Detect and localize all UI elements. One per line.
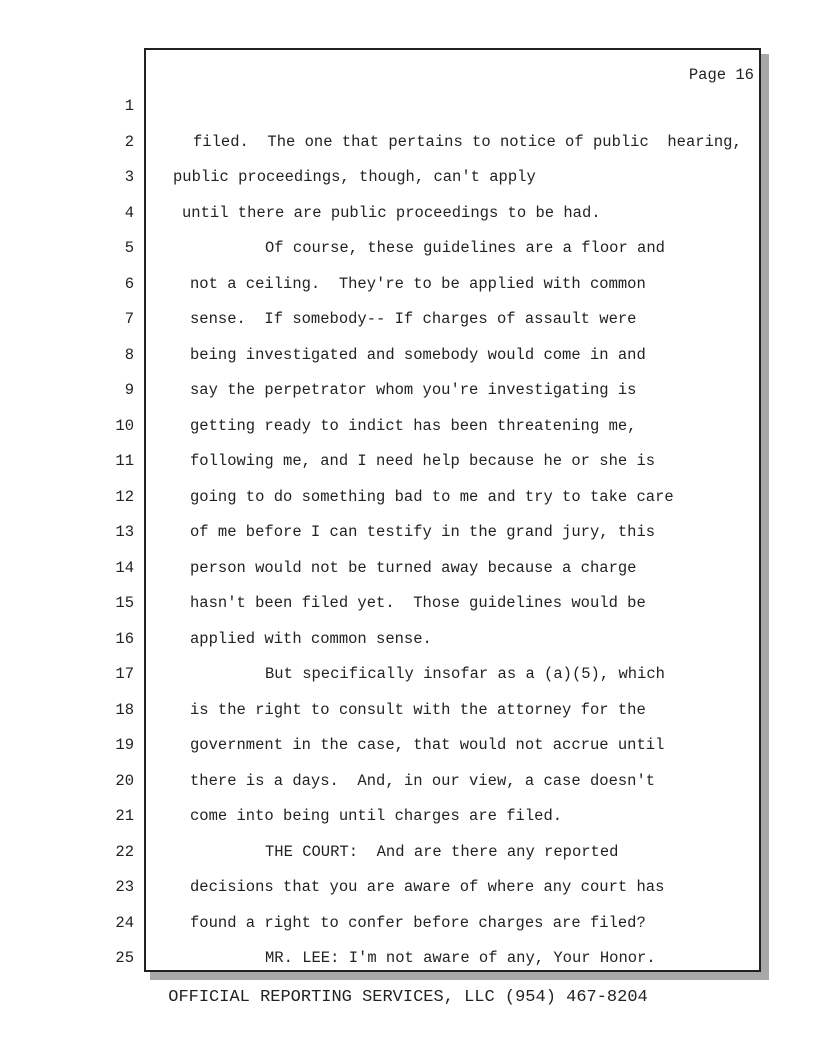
line-number: 3 [124,168,134,186]
transcript-line: not a ceiling. They're to be applied with common [190,274,646,293]
transcript-line: government in the case, that would not accrue until [190,736,665,754]
transcript-line: filed. The one that pertains to notice of public hearing, [193,132,742,151]
transcript-line: is the right to consult with the attorney for the [190,700,646,719]
line-number: 6 [124,274,134,293]
transcript-line: person would not be turned away because a charge [190,558,637,577]
transcript-line: following me, and I need help because he or she is [190,452,656,470]
transcript-line: found a right to confer before charges are filed? [190,913,646,932]
line-number: 17 [115,665,134,683]
line-number: 22 [115,842,134,861]
line-number: 7 [124,310,134,328]
line-number: 14 [115,558,134,577]
transcript-line: MR. LEE: I'm not aware of any, Your Honor. [265,949,656,967]
line-number: 2 [124,132,134,151]
transcript-line: hasn't been filed yet. Those guidelines would be [190,594,646,612]
transcript-line: say the perpetrator whom you're investigating is [190,381,637,399]
transcript-line: But specifically insofar as a (a)(5), which [265,665,665,683]
transcript-line: going to do something bad to me and try to take care [190,487,674,506]
line-number: 5 [124,239,134,257]
line-number: 16 [115,629,134,648]
line-number: 18 [115,700,134,719]
transcript-line: there is a days. And, in our view, a case doesn't [190,771,656,790]
line-number: 25 [115,949,134,967]
line-number: 21 [115,807,134,825]
transcript-line: public proceedings, though, can't apply [173,168,536,186]
line-number: 4 [124,203,134,222]
transcript-line: decisions that you are aware of where any court has [190,878,665,896]
line-number: 15 [115,594,134,612]
transcript-line: being investigated and somebody would come in and [190,345,646,364]
line-number: 13 [115,523,134,541]
line-number: 8 [124,345,134,364]
line-number: 12 [115,487,134,506]
line-number: 9 [124,381,134,399]
line-number: 20 [115,771,134,790]
transcript-line: getting ready to indict has been threatening me, [190,416,637,435]
line-number: 11 [115,452,134,470]
line-number: 1 [124,97,134,115]
line-number: 23 [115,878,134,896]
line-number: 19 [115,736,134,754]
line-number: 24 [115,913,134,932]
transcript-line: sense. If somebody-- If charges of assault were [190,310,637,328]
transcript-line: applied with common sense. [190,629,432,648]
transcript-line: come into being until charges are filed. [190,807,563,825]
transcript-line: until there are public proceedings to be had. [182,203,601,222]
transcript-line: of me before I can testify in the grand jury, this [190,523,656,541]
transcript-line: THE COURT: And are there any reported [265,842,619,861]
line-number: 10 [115,416,134,435]
transcript-line: Of course, these guidelines are a floor and [265,239,665,257]
footer-reporter-info: OFFICIAL REPORTING SERVICES, LLC (954) 467-8204 [168,988,648,1007]
page-number: Page 16 [688,66,754,84]
